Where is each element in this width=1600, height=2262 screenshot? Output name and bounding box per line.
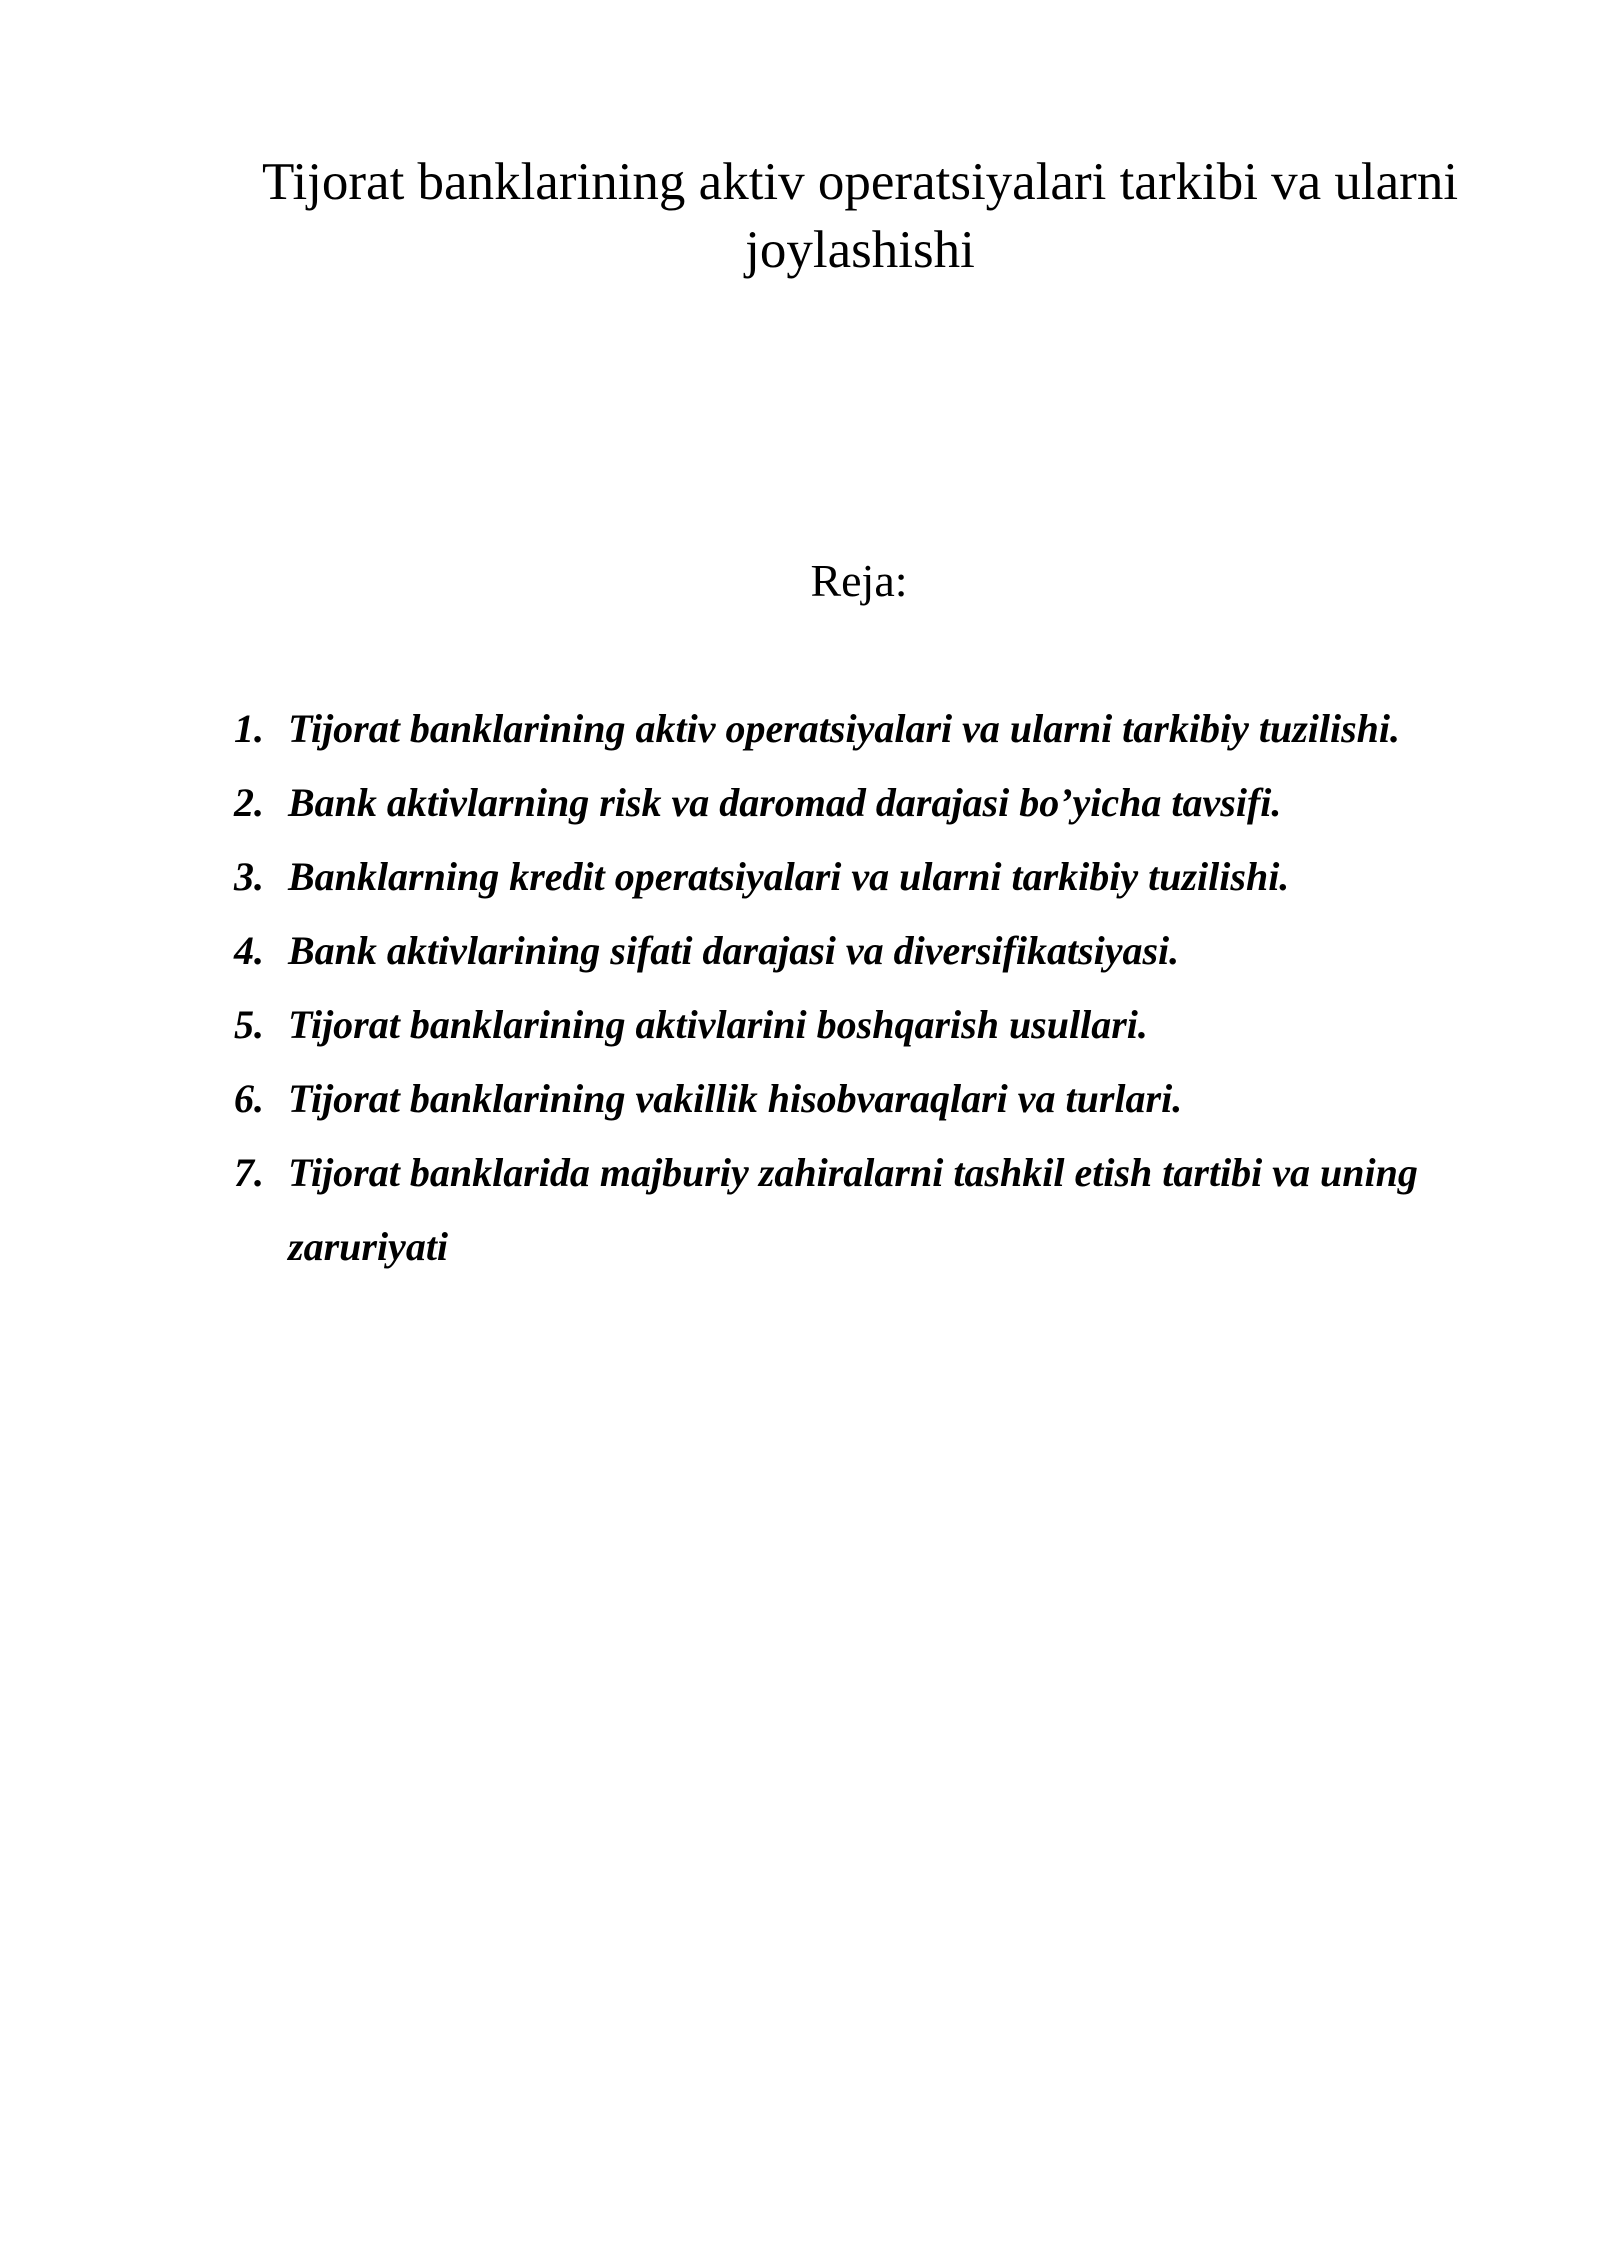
plan-item-text: Banklarning kredit operatsiyalari va ularni tarkibiy tuzilishi.	[288, 854, 1290, 899]
plan-item-number: 4.	[234, 928, 264, 973]
plan-item-text: Bank aktivlarning risk va daromad darajasi bo’yicha tavsifi.	[288, 780, 1282, 825]
plan-item-number: 5.	[234, 1002, 264, 1047]
plan-heading: Reja:	[810, 555, 908, 606]
plan-item-1	[234, 692, 1514, 766]
plan-item-number: 2.	[234, 780, 264, 825]
plan-item-number: 3.	[234, 854, 264, 899]
plan-item-4	[234, 914, 1514, 988]
plan-item-6	[234, 1062, 1514, 1136]
plan-item-5	[234, 988, 1514, 1062]
plan-item-text: Tijorat banklarining aktivlarini boshqarish usullari.	[288, 1002, 1148, 1047]
plan-list	[234, 692, 1514, 1284]
plan-item-number: 7.	[234, 1150, 264, 1195]
plan-item-text: Tijorat banklarining vakillik hisobvaraqlari va turlari.	[288, 1076, 1183, 1121]
plan-item-number: 6.	[234, 1076, 264, 1121]
document-title: Tijorat banklarining aktiv operatsiyalari tarkibi va ularni joylashishi	[261, 153, 1459, 279]
plan-item-7	[234, 1136, 1514, 1284]
plan-item-text: Bank aktivlarining sifati darajasi va diversifikatsiyasi.	[288, 928, 1180, 973]
plan-item-3	[234, 840, 1514, 914]
plan-item-text: Tijorat banklarida majburiy zahiralarni tashkil etish tartibi va uning zaruriyati	[288, 1150, 1418, 1269]
plan-item-2	[234, 766, 1514, 840]
plan-item-number: 1.	[234, 706, 264, 751]
plan-item-text: Tijorat banklarining aktiv operatsiyalari va ularni tarkibiy tuzilishi.	[288, 706, 1401, 751]
